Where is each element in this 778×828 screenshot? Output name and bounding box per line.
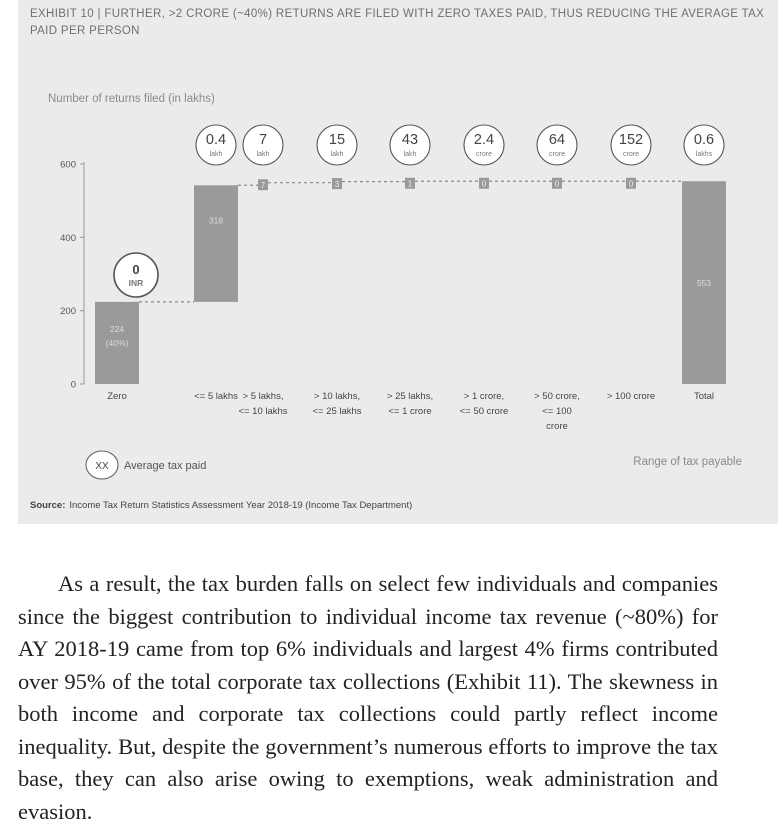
avg-tax-value: 43 (401, 132, 419, 148)
x-tick-label: > 1 crore, (463, 391, 505, 402)
avg-tax-unit: crore (476, 151, 492, 158)
avg-tax-value: 15 (328, 132, 346, 148)
x-tick-label: Total (693, 391, 715, 402)
x-tick-label: <= 50 crore (459, 406, 509, 417)
body-paragraph: As a result, the tax burden falls on select few individuals and companies since the biggest contribution to individual income tax revenue (~80%) for AY 2018-19 came from top 6% individuals and largest 4% firms contributed over 95% of the total corporate tax collections (Exhibit 11). The skewness in both income and corporate tax collections could partly reflect income inequality. But, despite the government’s numerous efforts to improve the tax base, they can also arise owing to exemptions, weak administration and evasion. (18, 571, 718, 824)
y-tick-label: 600 (60, 159, 76, 171)
x-tick-label: > 10 lakhs, (313, 391, 361, 402)
x-tick-label: <= 100 (542, 406, 572, 417)
waterfall-chart (18, 0, 778, 500)
bar (194, 185, 238, 302)
x-tick-label: > 25 lakhs, (386, 391, 434, 402)
x-tick-label: > 100 crore (606, 391, 656, 402)
avg-tax-unit: crore (549, 151, 565, 158)
bar-value-label: 1 (407, 179, 413, 189)
avg-tax-unit: lakhs (695, 151, 713, 158)
x-tick-label: <= 25 lakhs (312, 406, 362, 417)
bar-value-label: 224 (109, 323, 125, 334)
x-tick-label: > 50 crore, (534, 391, 580, 402)
source-note (30, 500, 412, 511)
exhibit-panel (18, 0, 778, 524)
bar-value-label: 553 (696, 278, 712, 289)
x-tick-label: <= 5 lakhs (194, 391, 238, 402)
y-tick-label: 0 (70, 379, 76, 391)
x-tick-label: crore (546, 421, 568, 432)
source-label: Source: (30, 500, 66, 511)
y-axis-title: Number of returns filed (in lakhs) (48, 93, 215, 105)
bar-value-label: 3 (334, 180, 340, 190)
x-tick-label: <= 10 lakhs (238, 406, 288, 417)
source-text: Income Tax Return Statistics Assessment Year 2018-19 (Income Tax Department) (69, 500, 413, 511)
avg-tax-unit: INR (128, 278, 144, 288)
avg-tax-value: 2.4 (473, 132, 495, 148)
bar-value-label: 318 (208, 215, 224, 226)
exhibit-title: EXHIBIT 10 | FURTHER, >2 CRORE (~40%) RETURNS ARE FILED WITH ZERO TAXES PAID, THUS REDUCING THE AVERAGE TAX PAID PER PERSON (30, 8, 765, 37)
avg-tax-value: 64 (548, 132, 566, 148)
bar-value-label: 0 (481, 179, 487, 189)
avg-tax-unit: lakh (330, 151, 344, 158)
avg-tax-unit: lakh (256, 151, 270, 158)
y-tick-label: 200 (60, 306, 76, 318)
avg-tax-unit: crore (623, 151, 639, 158)
y-tick-label: 400 (60, 232, 76, 244)
avg-tax-value: 0 (132, 262, 140, 277)
legend-symbol-text: XX (95, 461, 109, 472)
avg-tax-value: 152 (618, 132, 644, 148)
x-axis-title: Range of tax payable (633, 456, 742, 468)
avg-tax-value: 0.6 (693, 132, 715, 148)
x-tick-label: <= 1 crore (388, 406, 432, 417)
avg-tax-unit: lakh (209, 151, 223, 158)
bar-value-label: 0 (628, 179, 634, 189)
x-tick-label: > 5 lakhs, (242, 391, 284, 402)
bar-value-label: 7 (260, 181, 266, 191)
x-tick-label: Zero (107, 391, 127, 402)
avg-tax-unit: lakh (403, 151, 417, 158)
avg-tax-value: 7 (258, 132, 268, 148)
legend-label: Average tax paid (124, 460, 207, 472)
bar-sub-label: (40%) (105, 337, 129, 348)
avg-tax-value: 0.4 (205, 132, 227, 148)
bar-value-label: 0 (554, 179, 560, 189)
